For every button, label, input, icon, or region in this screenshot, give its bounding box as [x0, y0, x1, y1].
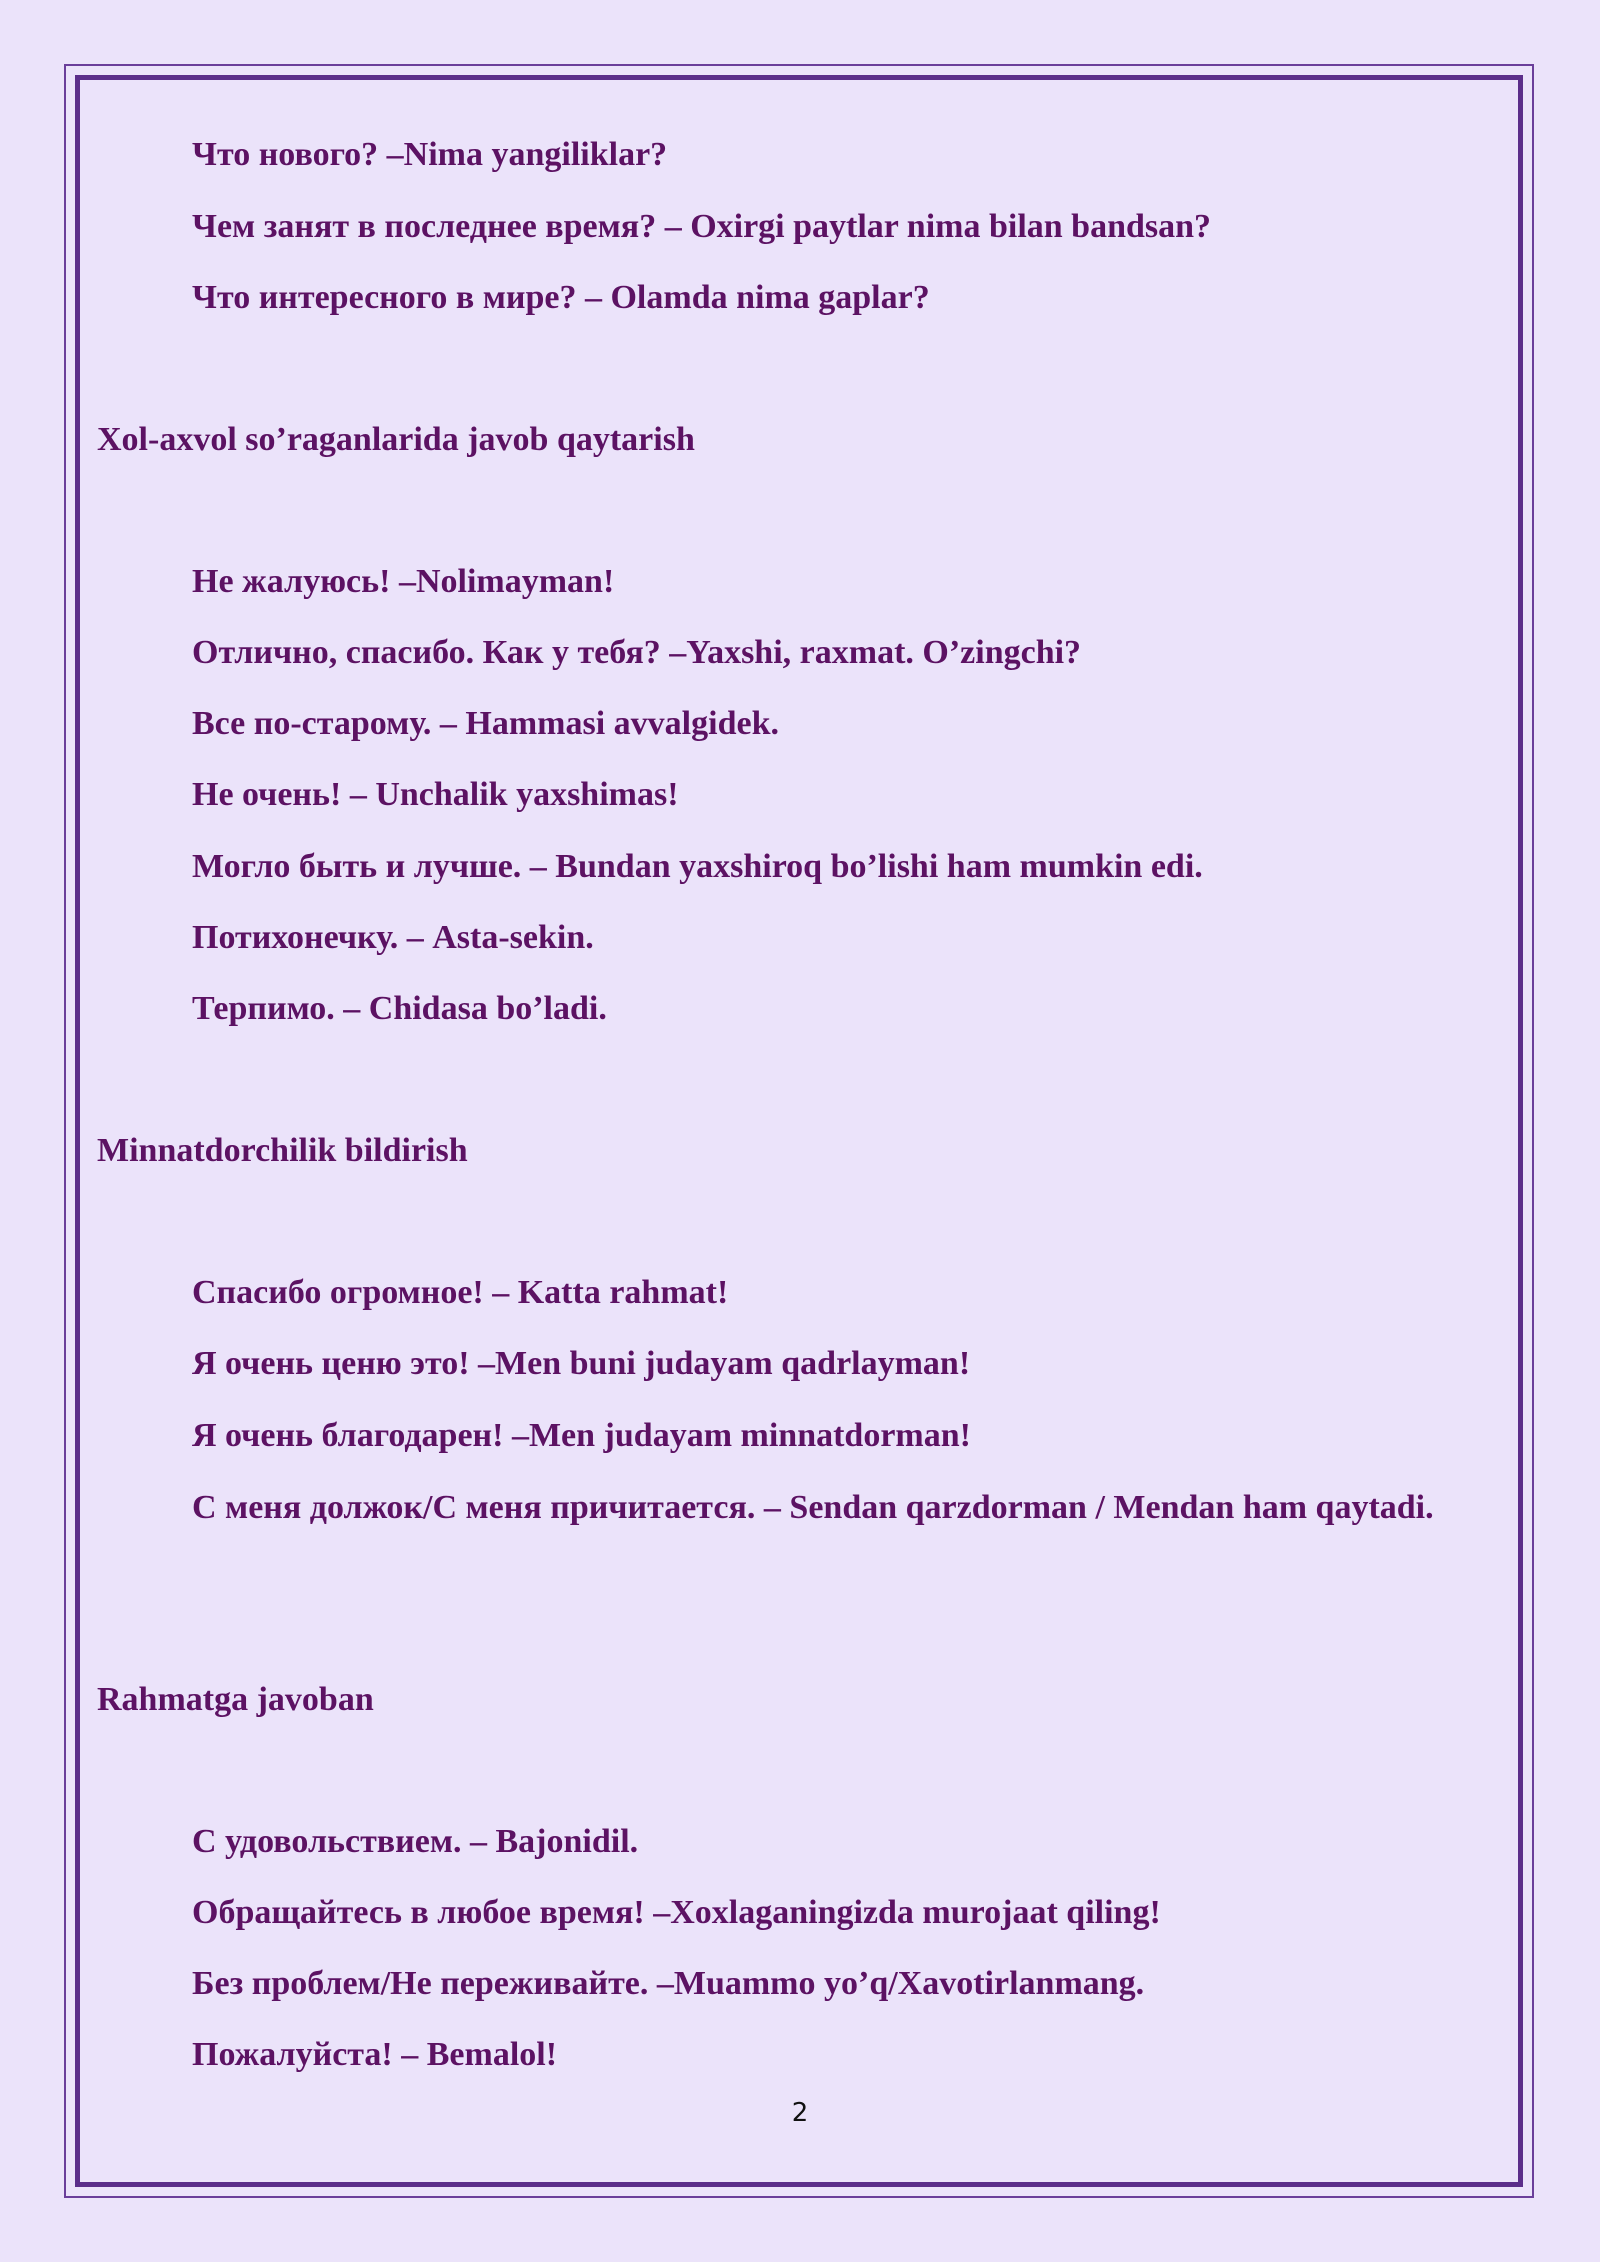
phrase-line: Не очень! – Unchalik yaxshimas! [192, 776, 679, 813]
phrase-line: Обращайтесь в любое время! –Xoxlaganingizda murojaat qiling! [192, 1894, 1161, 1931]
phrase-line: Терпимо. – Chidasa bo’ladi. [192, 990, 607, 1027]
phrase-line: Спасибо огромное! – Katta rahmat! [192, 1274, 729, 1311]
page-number: 2 [791, 2098, 809, 2128]
phrase-line: Пожалуйста! – Bemalol! [192, 2036, 558, 2073]
phrase-line: Все по-старому. – Hammasi avvalgidek. [192, 705, 779, 742]
section-heading: Minnatdorchilik bildirish [97, 1132, 468, 1169]
phrase-line: Что нового? –Nima yangiliklar? [192, 136, 668, 173]
phrase-line: Что интересного в мире? – Olamda nima gaplar? [192, 279, 930, 316]
phrase-line: Могло быть и лучше. – Bundan yaxshiroq bo’lishi ham mumkin edi. [192, 848, 1203, 885]
phrase-line: С удовольствием. – Bajonidil. [192, 1823, 639, 1860]
phrase-line: Отлично, спасибо. Как у тебя? –Yaxshi, raxmat. O’zingchi? [192, 634, 1082, 671]
phrase-line: Чем занят в последнее время? – Oxirgi paytlar nima bilan bandsan? [192, 208, 1212, 245]
phrase-line: Потихонечку. – Asta-sekin. [192, 919, 594, 956]
phrase-line: Без проблем/Не переживайте. –Muammo yo’q/Xavotirlanmang. [192, 1965, 1145, 2002]
section-heading: Xol-axvol so’raganlarida javob qaytarish [97, 421, 695, 458]
phrase-line: С меня должок/С меня причитается. – Sendan qarzdorman / Mendan ham qaytadi. [192, 1489, 1434, 1526]
phrase-line: Я очень благодарен! –Men judayam minnatdorman! [192, 1417, 971, 1454]
phrase-line: Не жалуюсь! –Nolimayman! [192, 563, 615, 600]
phrase-line: Я очень ценю это! –Men buni judayam qadrlayman! [192, 1345, 971, 1382]
section-heading: Rahmatga javoban [97, 1681, 374, 1718]
